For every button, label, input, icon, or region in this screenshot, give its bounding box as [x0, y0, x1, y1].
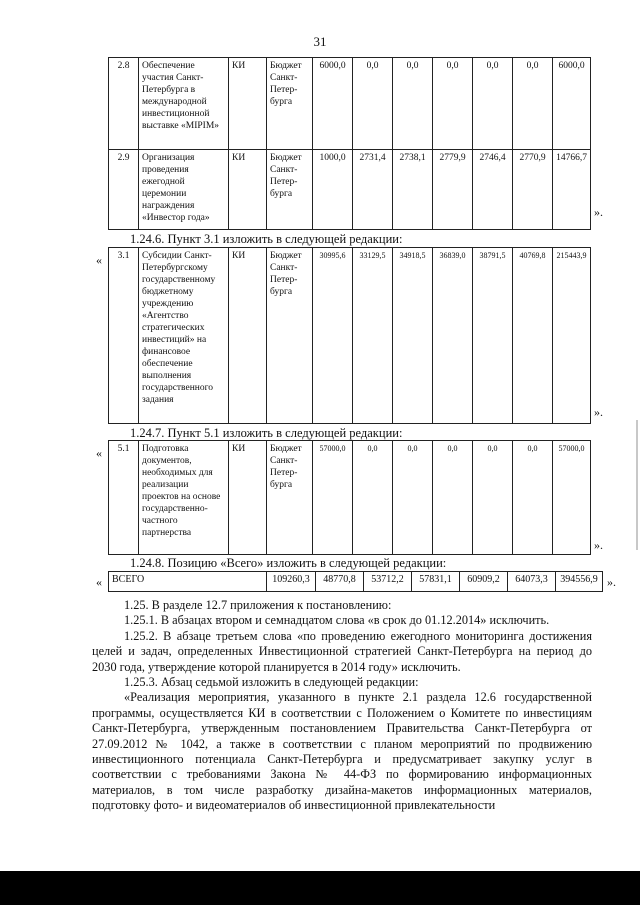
total-value-5: 60909,2 — [460, 572, 508, 592]
total-sum: 394556,9 — [556, 572, 603, 592]
total-value-4: 57831,1 — [412, 572, 460, 592]
row-value-4: 0,0 — [433, 58, 473, 150]
table-row — [109, 248, 591, 424]
total-value-1: 109260,3 — [267, 572, 316, 592]
row-executor: КИ — [229, 248, 267, 424]
row-value-3: 2738,1 — [393, 150, 433, 230]
row-value-5: 0,0 — [473, 441, 513, 555]
row-number: 2.9 — [109, 150, 139, 230]
row-number: 5.1 — [109, 441, 139, 555]
row-value-5: 0,0 — [473, 58, 513, 150]
caption-1-24-6: 1.24.6. Пункт 3.1 изложить в следующей редакции: — [130, 232, 403, 246]
closing-quote: ». — [607, 575, 616, 589]
row-value-2: 0,0 — [353, 58, 393, 150]
program-table-rows-2-8-2-9 — [108, 57, 591, 230]
scan-bottom-bar — [0, 871, 640, 905]
total-value-6: 64073,3 — [508, 572, 556, 592]
opening-quote: « — [96, 253, 102, 267]
program-table-row-3-1 — [108, 247, 591, 424]
table-row — [109, 58, 591, 150]
row-value-5: 38791,5 — [473, 248, 513, 424]
row-executor: КИ — [229, 58, 267, 150]
row-value-1: 30995,6 — [313, 248, 353, 424]
row-value-4: 0,0 — [433, 441, 473, 555]
row-value-6: 0,0 — [513, 58, 553, 150]
row-source: Бюджет Санкт-Петер-бурга — [267, 58, 313, 150]
row-value-6: 40769,8 — [513, 248, 553, 424]
caption-1-24-8: 1.24.8. Позицию «Всего» изложить в следующей редакции: — [130, 556, 447, 570]
row-value-3: 0,0 — [393, 58, 433, 150]
paragraph-quoted-text: «Реализация мероприятия, указанного в пункте 2.1 раздела 12.6 государственной программы, осуществляется КИ в соответствии с Положением о Комитете по инвестициям Санкт-Петербурга, утвержденным постановлением Правительства Санкт-Петербурга от 27.09.2012 № 1042, а также в соответствии с планом мероприятий по продвижению инвестиционного потенциала Санкт-Петербурга и предусматривает закупку услуг в соответствии с требованиями Закона № 44-ФЗ по формированию информационных материалов, в том числе разработку дизайна-макетов информационных материалов, подготовку фото- и видеоматериалов об инвестиционной привлекательности — [92, 690, 592, 813]
row-value-1: 6000,0 — [313, 58, 353, 150]
total-label: ВСЕГО — [109, 572, 267, 592]
row-name: Организация проведения ежегодной церемонии награждения «Инвестор года» — [139, 150, 229, 230]
total-value-2: 48770,8 — [316, 572, 364, 592]
row-value-2: 2731,4 — [353, 150, 393, 230]
total-row-table — [108, 571, 603, 592]
row-name: Субсидии Санкт-Петербургскому государственному бюджетному учреждению «Агентство стратегических инвестиций» на финансовое обеспечение выполнения государственного задания — [139, 248, 229, 424]
caption-1-24-7: 1.24.7. Пункт 5.1 изложить в следующей редакции: — [130, 426, 403, 440]
row-executor: КИ — [229, 441, 267, 555]
row-value-6: 2770,9 — [513, 150, 553, 230]
table-row — [109, 572, 603, 592]
row-value-4: 2779,9 — [433, 150, 473, 230]
closing-quote: ». — [594, 538, 603, 552]
table-row — [109, 150, 591, 230]
scan-edge-mark — [636, 420, 638, 550]
closing-quote: ». — [594, 205, 603, 219]
row-executor: КИ — [229, 150, 267, 230]
opening-quote: « — [96, 446, 102, 460]
row-source: Бюджет Санкт-Петер-бурга — [267, 150, 313, 230]
row-name: Подготовка документов, необходимых для реализации проектов на основе государственно-частного партнерства — [139, 441, 229, 555]
row-total: 6000,0 — [553, 58, 591, 150]
row-number: 2.8 — [109, 58, 139, 150]
row-value-1: 57000,0 — [313, 441, 353, 555]
row-value-3: 0,0 — [393, 441, 433, 555]
row-source: Бюджет Санкт-Петер-бурга — [267, 248, 313, 424]
row-name: Обеспечение участия Санкт-Петербурга в международной инвестиционной выставке «MIPIM» — [139, 58, 229, 150]
row-value-1: 1000,0 — [313, 150, 353, 230]
row-source: Бюджет Санкт-Петер-бурга — [267, 441, 313, 555]
document-body — [92, 598, 592, 814]
closing-quote: ». — [594, 405, 603, 419]
paragraph-1-25-2: 1.25.2. В абзаце третьем слова «по проведению ежегодного мониторинга достижения целей и задач, определенных Инвестиционной стратегией Санкт-Петербурга на период до 2030 года, утверждение которой планируется в 2014 году» исключить. — [92, 628, 592, 674]
opening-quote: « — [96, 575, 102, 589]
row-number: 3.1 — [109, 248, 139, 424]
paragraph-1-25-1: 1.25.1. В абзацах втором и семнадцатом слова «в срок до 01.12.2014» исключить. — [124, 613, 550, 628]
program-table-row-5-1 — [108, 440, 591, 555]
table-row — [109, 441, 591, 555]
row-total: 215443,9 — [553, 248, 591, 424]
row-value-3: 34918,5 — [393, 248, 433, 424]
page-number: 31 — [313, 34, 327, 49]
row-value-4: 36839,0 — [433, 248, 473, 424]
row-total: 14766,7 — [553, 150, 591, 230]
row-value-2: 0,0 — [353, 441, 393, 555]
row-total: 57000,0 — [553, 441, 591, 555]
paragraph-1-25: 1.25. В разделе 12.7 приложения к постановлению: — [124, 598, 392, 612]
row-value-5: 2746,4 — [473, 150, 513, 230]
row-value-2: 33129,5 — [353, 248, 393, 424]
total-value-3: 53712,2 — [364, 572, 412, 592]
row-value-6: 0,0 — [513, 441, 553, 555]
paragraph-1-25-3: 1.25.3. Абзац седьмой изложить в следующей редакции: — [124, 675, 419, 690]
